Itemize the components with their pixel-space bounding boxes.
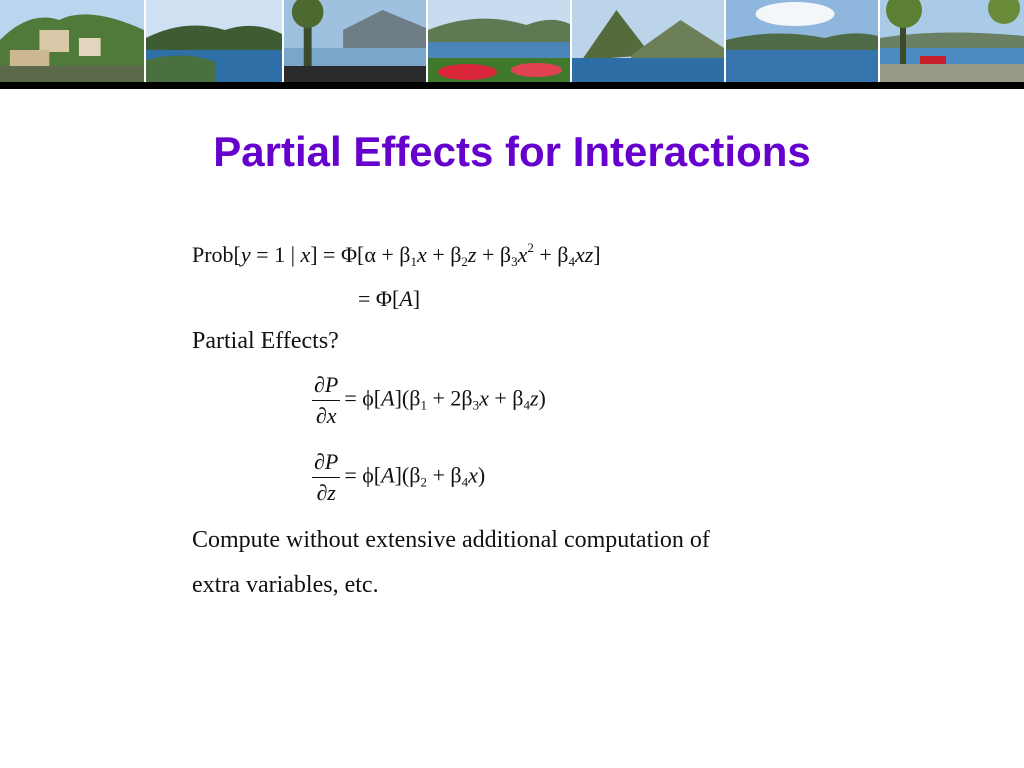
- fraction-dp-dx: [312, 372, 340, 429]
- eq4-close: ): [477, 462, 486, 488]
- fraction-numerator: ∂P: [312, 372, 340, 401]
- eq2-close: ]: [412, 286, 421, 311]
- eq3-x: x: [479, 385, 489, 411]
- slide-title: Partial Effects for Interactions: [213, 128, 811, 175]
- fraction-denominator: ∂z: [316, 480, 336, 505]
- lakeside-path-photo: [880, 0, 1024, 82]
- header-photo-banner: [0, 0, 1024, 82]
- hillside-village-photo: [0, 0, 146, 82]
- eq4-mid: ](β: [394, 462, 421, 488]
- equation-phi-a: [358, 286, 420, 312]
- equation-partial-x: [312, 372, 546, 429]
- eq3-sub1: 1: [420, 397, 427, 413]
- eq2-a: A: [399, 286, 413, 311]
- eq3-a: A: [381, 385, 395, 411]
- header-divider: [0, 82, 1024, 89]
- eq4-t1: + β: [426, 462, 462, 488]
- lake-bay-photo: [146, 0, 284, 82]
- eq3-t2: + β: [488, 385, 524, 411]
- eq3-sub4: 4: [523, 397, 530, 413]
- eq4-a: A: [381, 462, 395, 488]
- eq1-z2: z: [467, 242, 477, 267]
- fraction-numerator: ∂P: [312, 449, 340, 478]
- eq1-sub3: 3: [511, 254, 518, 269]
- eq1-plus-b2: + β: [426, 242, 462, 267]
- eq1-prob: Prob[: [192, 242, 241, 267]
- eq3-sub3: 3: [472, 397, 480, 413]
- body-text-line-2: extra variables, etc.: [192, 572, 379, 598]
- eq1-plus-b3: + β: [476, 242, 512, 267]
- eq1-sub1: 1: [410, 254, 418, 269]
- fraction-denominator: ∂x: [315, 403, 337, 428]
- eq1-eq-one: = 1 |: [250, 242, 301, 267]
- mountain-lake-photo: [572, 0, 726, 82]
- eq3-close: ): [538, 385, 546, 411]
- eq1-sub2: 2: [461, 254, 468, 269]
- fraction-dp-dz: [312, 449, 340, 506]
- eq4-eq: = ϕ[: [344, 462, 382, 488]
- eq4-sub2: 2: [420, 474, 427, 490]
- body-text-line-1: Compute without extensive additional computation of: [192, 527, 710, 553]
- eq1-rhs-open: ] = Φ[α + β: [310, 242, 411, 267]
- eq1-xz: xz: [574, 242, 594, 267]
- eq1-plus-b4: + β: [533, 242, 569, 267]
- eq3-t1: + 2β: [426, 385, 473, 411]
- eq1-pow: 2: [527, 240, 534, 255]
- lakeside-promenade-photo: [284, 0, 428, 82]
- eq1-x3: x: [517, 242, 528, 267]
- eq3-mid: ](β: [394, 385, 421, 411]
- eq1-sub4: 4: [568, 254, 575, 269]
- equation-partial-z: [312, 449, 485, 506]
- eq4-sub4: 4: [461, 474, 469, 490]
- eq1-y: y: [240, 242, 251, 267]
- eq3-z: z: [529, 385, 539, 411]
- eq1-x1: x: [417, 242, 427, 267]
- eq1-close: ]: [593, 242, 601, 267]
- eq2-lead: = Φ[: [358, 286, 400, 311]
- equation-probability: [192, 240, 601, 270]
- lake-clouds-photo: [726, 0, 880, 82]
- eq3-eq: = ϕ[: [344, 385, 382, 411]
- eq1-x: x: [300, 242, 311, 267]
- flower-garden-photo: [428, 0, 572, 82]
- partial-effects-label: Partial Effects?: [192, 328, 339, 354]
- eq4-x: x: [468, 462, 478, 488]
